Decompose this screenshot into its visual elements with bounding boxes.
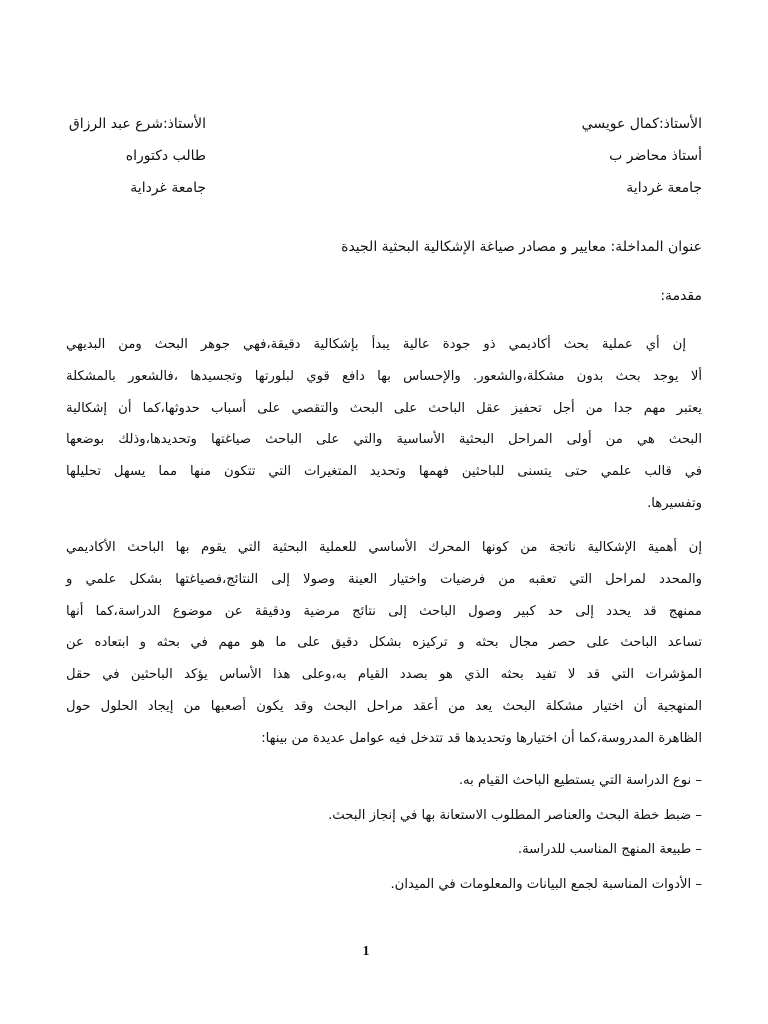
paragraph-line: ألا يوجد بحث بدون مشكلة،والشعور. والإحساس بها دافع قوي لبلورتها وتجسيدها ،فالشعور بالمشكلة — [66, 368, 702, 384]
paragraph-line: تساعد الباحث على حصر مجال بحثه و تركيزه بشكل دقيق على ما هو مهم في بحثه و ابتعاده عن — [66, 635, 702, 651]
paragraph-line: إن أي عملية بحث أكاديمي ذو جودة عالية يبدأ بإشكالية دقيقة،فهي جوهر البحث ومن البديهي — [66, 337, 686, 352]
paragraph-line: الظاهرة المدروسة،كما أن اختيارها وتحديدها قد تتدخل فيه عوامل عديدة من بينها: — [261, 730, 702, 746]
page-number: 1 — [362, 944, 370, 959]
paragraph-line: المنهجية أن اختيار مشكلة البحث يعد من أعقد مراحل البحث وقد يكون أصعبها من إيجاد الحلول حول — [66, 698, 702, 714]
list-item: – طبيعة المنهج المناسب للدراسة. — [517, 842, 702, 857]
list-item: – نوع الدراسة التي يستطيع الباحث القيام به. — [458, 773, 702, 788]
author-position: أستاذ محاضر ب — [609, 148, 702, 164]
author-name: الأستاذ:شرع عبد الرزاق — [68, 116, 206, 132]
paragraph-line: ممنهج قد يحدد إلى حد كبير وصول الباحث إلى نتائج مرضية ودقيقة عن موضوع الدراسة،كما أنها — [66, 603, 702, 619]
factors-list — [66, 770, 702, 908]
paragraph-line: يعتبر مهم جدا من أجل تحفيز عقل الباحث على البحث والتقصي على أسباب حدوثها،كما أن إشكالية — [66, 400, 702, 416]
author-position: طالب دكتوراه — [125, 148, 206, 164]
paragraph-line: والمحدد لمراحل التي تعقبه من فرضيات واختيار العينة وصولا إلى النتائج،فصياغتها بشكل علمي و — [66, 571, 702, 587]
paragraph-line: البحث هي من أولى المراحل البحثية الأساسية والتي على الباحث صياغتها وتحديدها،وذلك بوضعها — [66, 432, 702, 448]
paragraph-line: وتفسيرها. — [647, 495, 702, 511]
paragraph-line: في قالب علمي حتى يتسنى للباحثين فهمها وتحديد المتغيرات التي تتكون منها مما يسهل تحليلها — [66, 464, 702, 480]
author-block-left — [69, 108, 206, 204]
list-item: – ضبط خطة البحث والعناصر المطلوب الاستعانة بها في إنجاز البحث. — [328, 807, 702, 823]
author-block-right — [582, 108, 702, 204]
author-university: جامعة غرداية — [130, 180, 206, 196]
list-item: – الأدوات المناسبة لجمع البيانات والمعلومات في الميدان. — [390, 876, 702, 892]
author-name: الأستاذ:كمال عويسي — [581, 116, 702, 132]
paragraph-introduction — [66, 329, 702, 520]
paragraph-line: المؤشرات التي قد لا تفيد بحثه الذي هو بصدد القيام به،وعلى هذا الأساس يؤكد الباحثين في حقل — [66, 667, 702, 683]
paper-title: عنوان المداخلة: معايير و مصادر صياغة الإشكالية البحثية الجيدة — [341, 239, 702, 255]
paragraph-importance — [66, 532, 702, 755]
paragraph-line: إن أهمية الإشكالية ناتجة من كونها المحرك الأساسي للعملية البحثية التي يقوم بها الباحث الأكاديمي — [66, 540, 702, 555]
section-heading-introduction: مقدمة: — [660, 288, 702, 304]
author-university: جامعة غرداية — [626, 180, 702, 196]
